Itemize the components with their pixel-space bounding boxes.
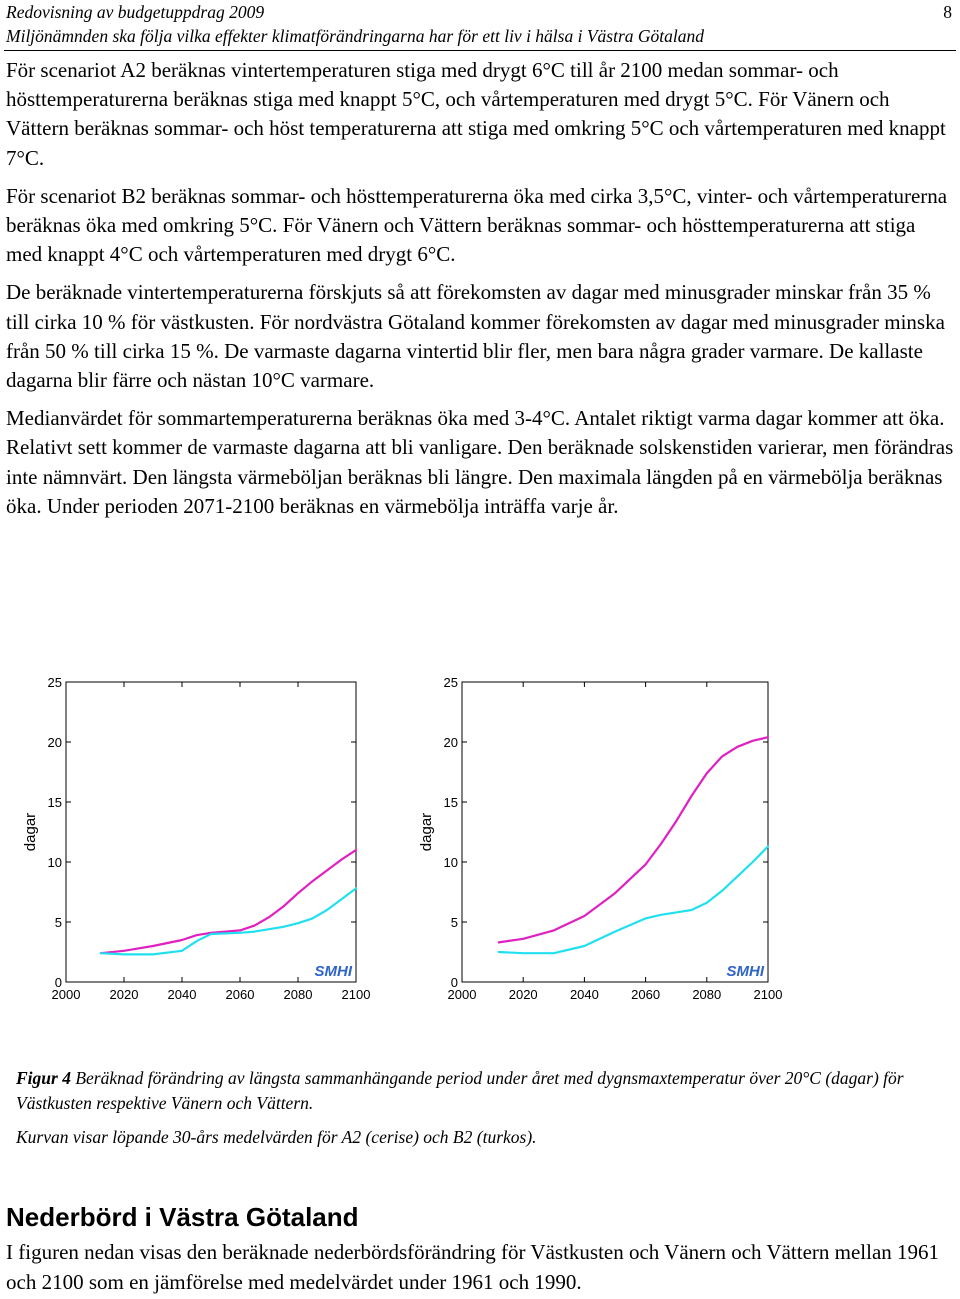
chart-vastkusten	[0, 665, 400, 1025]
figure-caption	[16, 1066, 946, 1159]
y-tick-label: 15	[47, 795, 62, 810]
x-tick-label: 2020	[109, 987, 139, 1002]
x-tick-label: 2060	[631, 987, 661, 1002]
y-tick-label: 0	[54, 975, 62, 990]
x-tick-label: 2040	[167, 987, 197, 1002]
caption-label: Figur 4	[16, 1068, 71, 1088]
x-tick-label: 2100	[753, 987, 783, 1002]
y-tick-label: 15	[443, 795, 458, 810]
series-line-1	[101, 888, 356, 954]
caption-note: Kurvan visar löpande 30-års medelvärden för A2 (cerise) och B2 (turkos).	[16, 1127, 537, 1147]
page-header	[6, 0, 954, 48]
x-tick-label: 2040	[569, 987, 599, 1002]
plot-frame	[462, 682, 768, 982]
y-tick-label: 5	[54, 915, 62, 930]
x-tick-label: 2000	[51, 987, 81, 1002]
x-tick-label: 2100	[341, 987, 371, 1002]
caption-text: Beräknad förändring av längsta sammanhängande period under året med dygnsmaxtemperatur över 20°C (dagar) för Västkusten respektive Vänern och Vättern.	[16, 1068, 904, 1113]
y-tick-label: 20	[47, 735, 62, 750]
section-intro: I figuren nedan visas den beräknade nederbördsförändring för Västkusten och Vänern och Vättern mellan 1961 och 2100 som en jämförelse med medelvärdet under 1961 och 1990.	[6, 1240, 940, 1294]
y-tick-label: 25	[47, 675, 62, 690]
y-tick-label: 20	[443, 735, 458, 750]
page-number: 8	[943, 2, 952, 22]
chart-vanern-vattern	[400, 665, 800, 1025]
x-tick-label: 2080	[283, 987, 313, 1002]
y-tick-label: 0	[450, 975, 458, 990]
smhi-logo: SMHI	[314, 963, 352, 980]
x-tick-label: 2060	[225, 987, 255, 1002]
y-axis-label: dagar	[22, 812, 39, 852]
section-heading: Nederbörd i Västra Götaland	[6, 1202, 359, 1232]
smhi-logo: SMHI	[726, 963, 764, 980]
y-tick-label: 10	[443, 855, 458, 870]
paragraph-b2: För scenariot B2 beräknas sommar- och hösttemperaturerna öka med cirka 3,5°C, vinter- och vårtemperaturerna beräknas öka med omkring 5°C. För Vänern och Vättern beräknas sommar- och hösttemperaturerna att stiga med knappt 4°C och vårtemperaturen med drygt 6°C.	[6, 183, 948, 267]
paragraph-a2: För scenariot A2 beräknas vintertemperaturen stiga med drygt 6°C till år 2100 medan sommar- och hösttemperaturerna beräknas stiga med knappt 5°C, och vårtemperaturen med drygt 5°C. För Vänern och Vättern beräknas sommar- och höst temperaturerna att stiga med omkring 5°C och vårtemperaturen med knappt 7°C.	[6, 58, 946, 170]
x-tick-label: 2000	[447, 987, 477, 1002]
y-tick-label: 25	[443, 675, 458, 690]
y-axis-label: dagar	[418, 812, 435, 852]
series-line-0	[101, 850, 356, 953]
header-title: Redovisning av budgetuppdrag 2009	[6, 2, 265, 22]
y-tick-label: 5	[450, 915, 458, 930]
paragraph-winter: De beräknade vintertemperaturerna förskjuts så att förekomsten av dagar med minusgrader minskar från 35 % till cirka 10 % för västkusten. För nordvästra Götaland kommer förekomsten av dagar med minusgrader minska från 50 % till cirka 15 %. De varmaste dagarna vintertid blir fler, men bara några grader varmare. De kallaste dagarna blir färre och nästan 10°C varmare.	[6, 280, 945, 393]
header-subtitle: Miljönämnden ska följa vilka effekter klimatförändringarna har för ett liv i hälsa i Västra Götaland	[6, 26, 705, 46]
body-text	[6, 56, 956, 530]
series-line-1	[499, 846, 768, 953]
paragraph-summer: Medianvärdet för sommartemperaturerna beräknas öka med 3-4°C. Antalet riktigt varma dagar kommer att öka. Relativt sett kommer de varmaste dagarna att bli vanligare. Den beräknade solskenstiden varierar, men förändras inte nämnvärt. Den längsta värmeböljan beräknas bli längre. Den maximala längden på en värmebölja beräknas öka. Under perioden 2071-2100 beräknas en värmebölja inträffa varje år.	[6, 406, 954, 518]
x-tick-label: 2020	[508, 987, 538, 1002]
plot-frame	[66, 682, 356, 982]
x-tick-label: 2080	[692, 987, 722, 1002]
y-tick-label: 10	[47, 855, 62, 870]
series-line-0	[499, 737, 768, 942]
figure-charts	[0, 665, 960, 1025]
header-rule	[4, 50, 956, 51]
